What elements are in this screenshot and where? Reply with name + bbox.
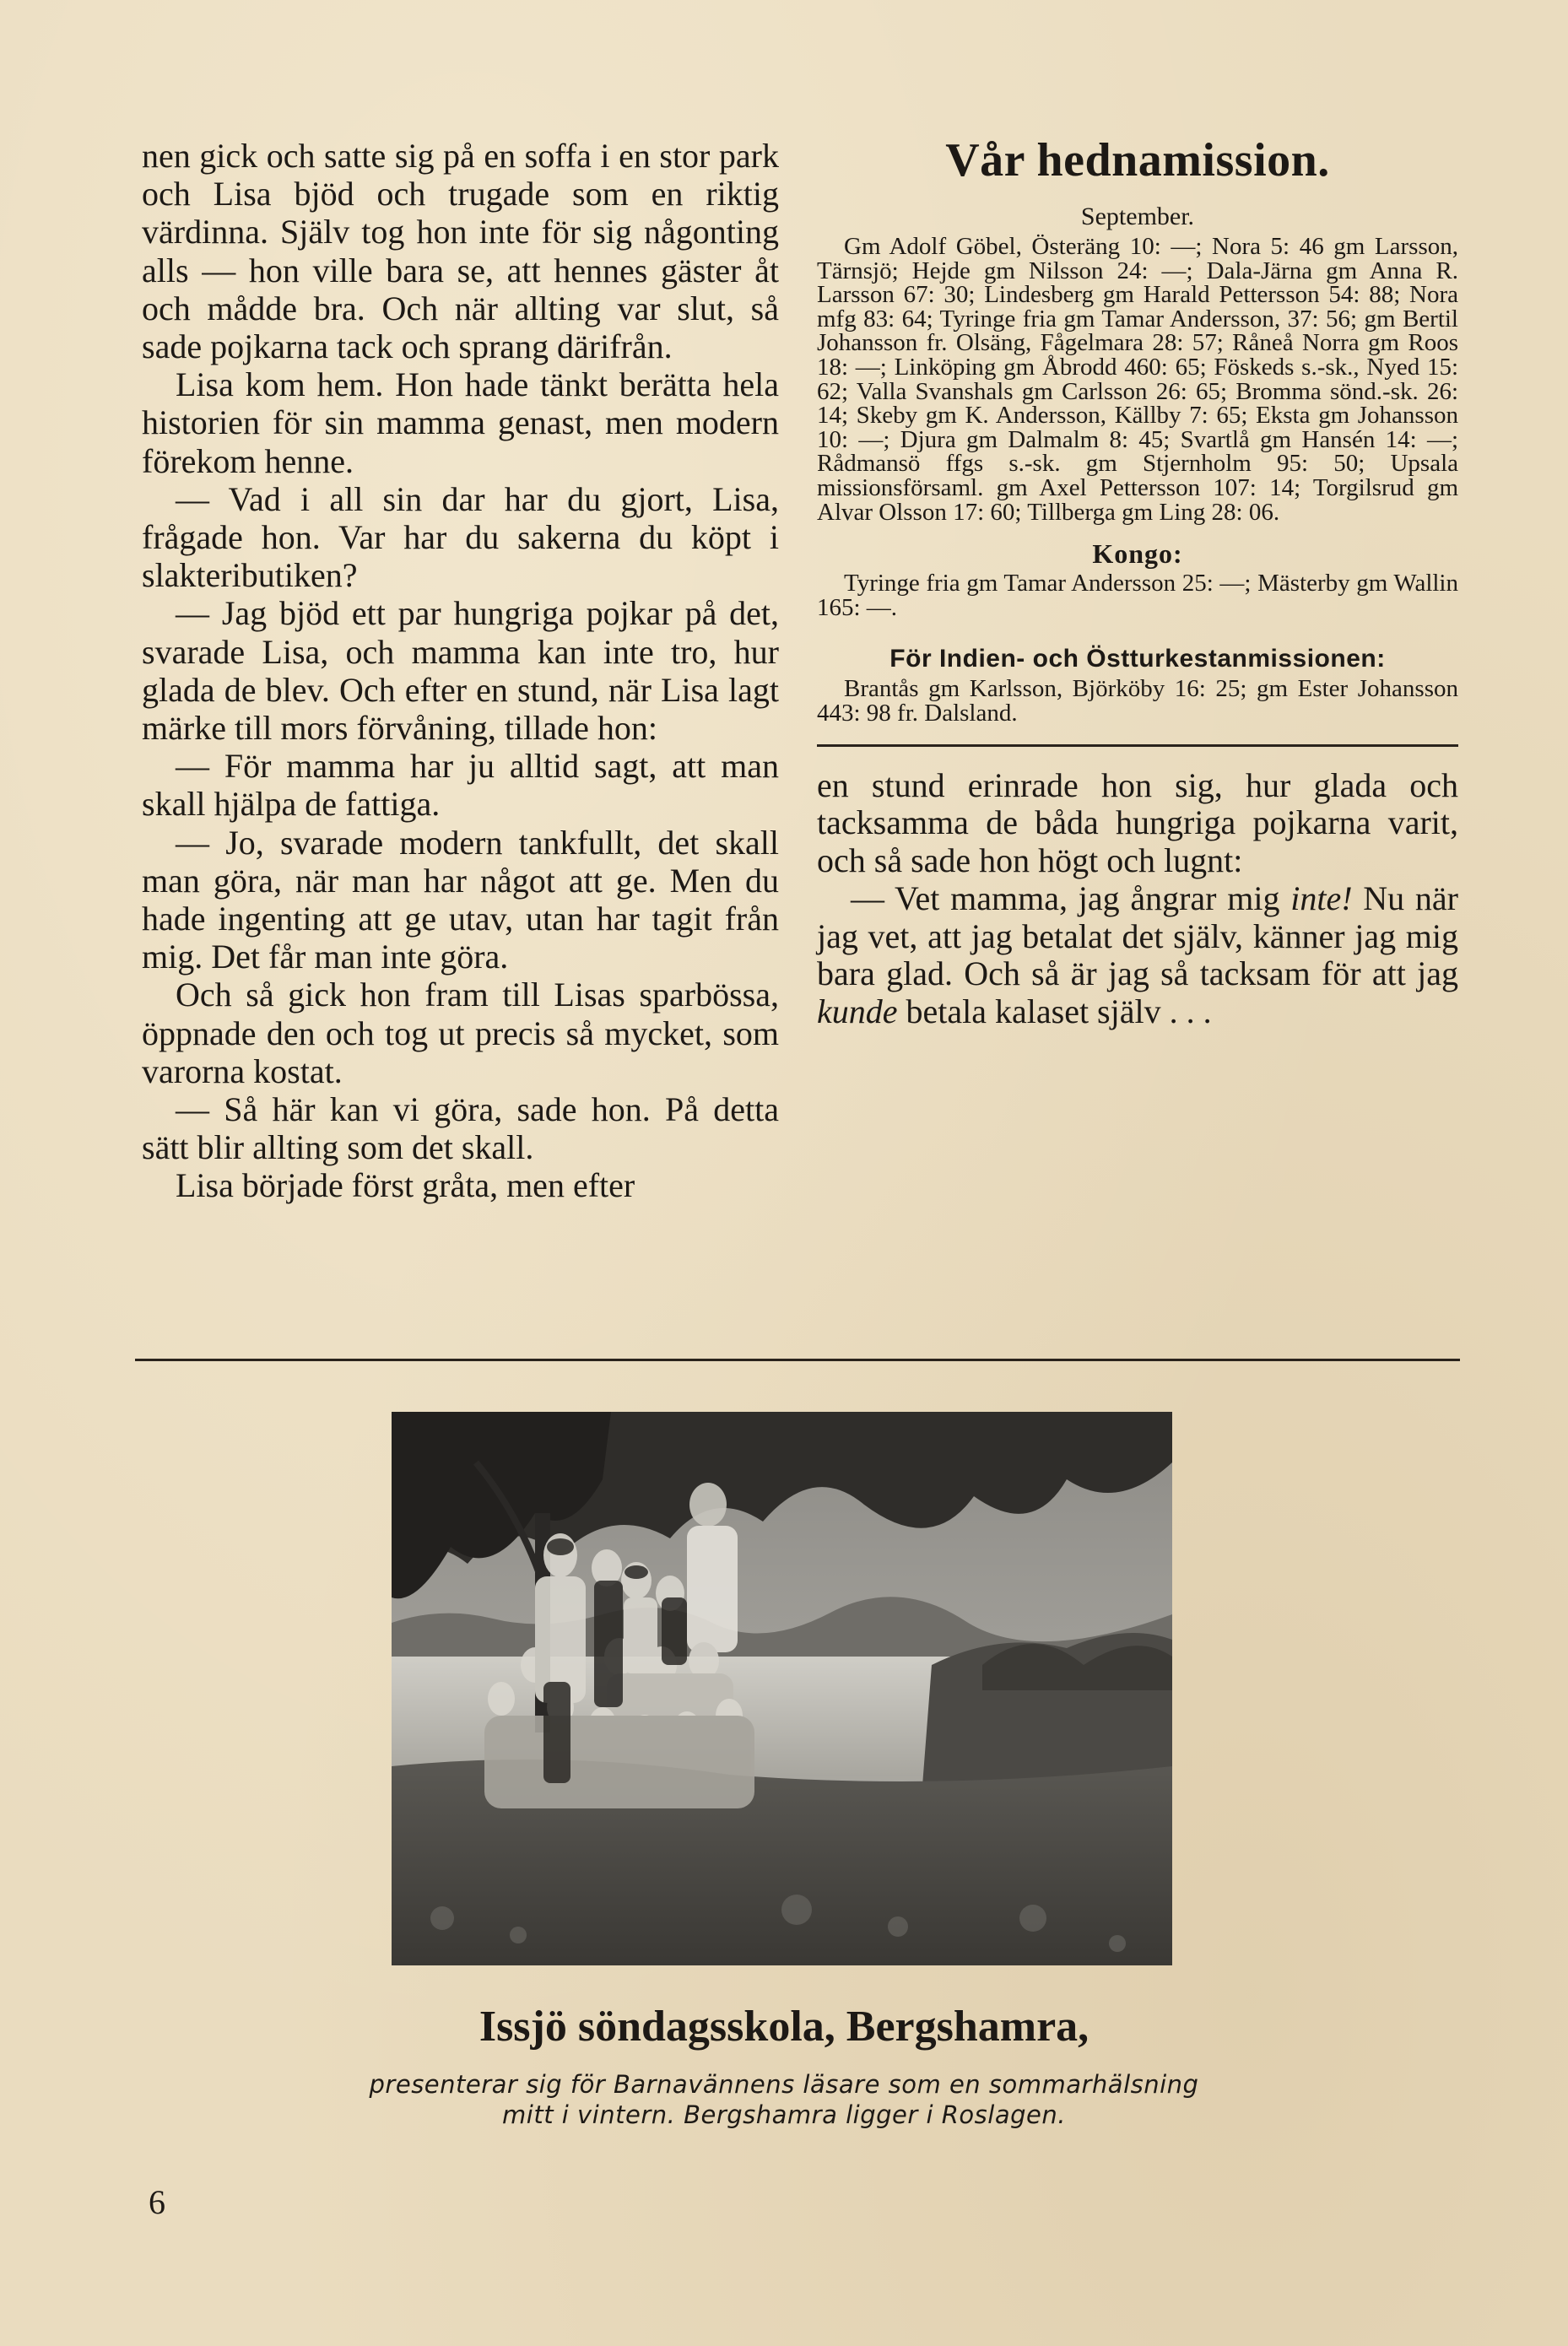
photo-caption-title: Issjö söndagsskola, Bergshamra, (479, 2003, 1089, 2051)
group-photo-icon (392, 1412, 1172, 1965)
indien-donations: Brantås gm Karlsson, Björköby 16: 25; gm Ester Johansson 443: 98 fr. Dalsland. (817, 675, 1458, 727)
story-paragraph: — Jag bjöd ett par hungriga pojkar på det, svarade Lisa, och mamma kan inte tro, hur glada de blev. Och efter en stund, när Lisa lagt märke till mors förvåning, tillade hon: (142, 594, 779, 748)
mission-column-right (817, 133, 1458, 1031)
quote-end: betala kalaset själv . . . (897, 992, 1212, 1031)
quote-emphasis: inte! (1290, 878, 1353, 917)
story-continuation-text: en stund erinrade hon sig, hur glada och tacksamma de båda hungriga pojkarna varit, och så sade hon högt och lugnt: (817, 765, 1458, 880)
story-paragraph: Och så gick hon fram till Lisas sparbössa, öppnade den och tog ut precis så mycket, som varorna kostat. (142, 976, 779, 1090)
story-paragraph: Lisa började först gråta, men efter (176, 1166, 635, 1205)
indien-heading: För Indien- och Östturkestanmissionen: (889, 645, 1386, 673)
story-paragraph: — Så här kan vi göra, sade hon. På detta sätt blir allting som det skall. (142, 1090, 779, 1167)
kongo-donations: Tyringe fria gm Tamar Andersson 25: —; Mästerby gm Wallin 165: —. (817, 570, 1458, 621)
story-paragraph: nen gick och satte sig på en soffa i en stor park och Lisa bjöd och trugade som en riktig värdinna. Själv tog hon inte för sig någonting alls — hon ville bara se, att hennes gäster åt och mådde bra. Och när allting var slut, så sade pojkarna tack och sprang därifrån. (142, 137, 779, 366)
story-paragraph: — Vad i all sin dar har du gjort, Lisa, frågade hon. Var har du sakerna du köpt i slakteributiken? (142, 479, 779, 595)
story-paragraph: Lisa kom hem. Hon hade tänkt berätta hela historien för sin mamma genast, men modern förekom henne. (142, 365, 779, 480)
quote-emphasis-2: kunde (817, 992, 898, 1031)
september-heading: September. (1080, 203, 1195, 230)
story-quote (817, 880, 1458, 1031)
kongo-heading: Kongo: (1092, 538, 1183, 570)
story-paragraph: — Jo, svarade modern tankfullt, det skall man göra, när man har något att ge. Men du hade ingenting att ge utav, utan har tagit från mig. Det får man inte göra. (142, 823, 779, 976)
september-donations: Gm Adolf Göbel, Österäng 10: —; Nora 5: 46 gm Larsson, Tärnsjö; Hejde gm Nilsson 24: —; Dala-Järna gm Anna R. Larsson 67: 30; Lindesberg gm Harald Pettersson 54: 88; Nora mfg 83: 64; Tyringe fria gm Tamar Andersson, 37: 56; gm Bertil Johansson fr. Olsäng, Fågelmara 28: 57; Råneå Norra gm Roos 18: —; Linköping gm Åbrodd 460: 65; Föskeds s.-sk., Nyed 15: 62; Valla Svanshals gm Carlsson 26: 65; Bromma sönd.-sk. 26: 14; Skeby gm K. Andersson, Källby 7: 65; Eksta gm Johansson 10: —; Djura gm Dalmalm 8: 45; Svartlå gm Hansén 14: —; Rådmansö ffgs s.-sk. gm Stjernholm 95: 50; Upsala missionsförsaml. gm Axel Pettersson 107: 14; Torgilsrud gm Alvar Olsson 17: 60; Tillberga gm Ling 28: 06. (817, 233, 1458, 526)
quote-start: — Vet mamma, jag ångrar mig (851, 878, 1291, 917)
photo-illustration (392, 1412, 1172, 1965)
photo-caption-text: presenterar sig för Barnavännens läsare som en sommarhälsning mitt i vintern. Bergshamra ligger i Roslagen. (369, 2070, 1199, 2129)
page-number: 6 (149, 2183, 165, 2221)
section-divider (817, 744, 1458, 747)
page-divider (135, 1359, 1460, 1361)
story-paragraph: — För mamma har ju alltid sagt, att man skall hjälpa de fattiga. (142, 747, 779, 824)
story-continuation (817, 767, 1458, 880)
mission-title: Vår hednamission. (945, 134, 1330, 186)
story-column-left (142, 137, 779, 1205)
quote-middle: Nu när jag vet, att jag betalat det själv, känner jag mig bara glad. Och så är jag så tacksam för att jag (817, 878, 1458, 993)
